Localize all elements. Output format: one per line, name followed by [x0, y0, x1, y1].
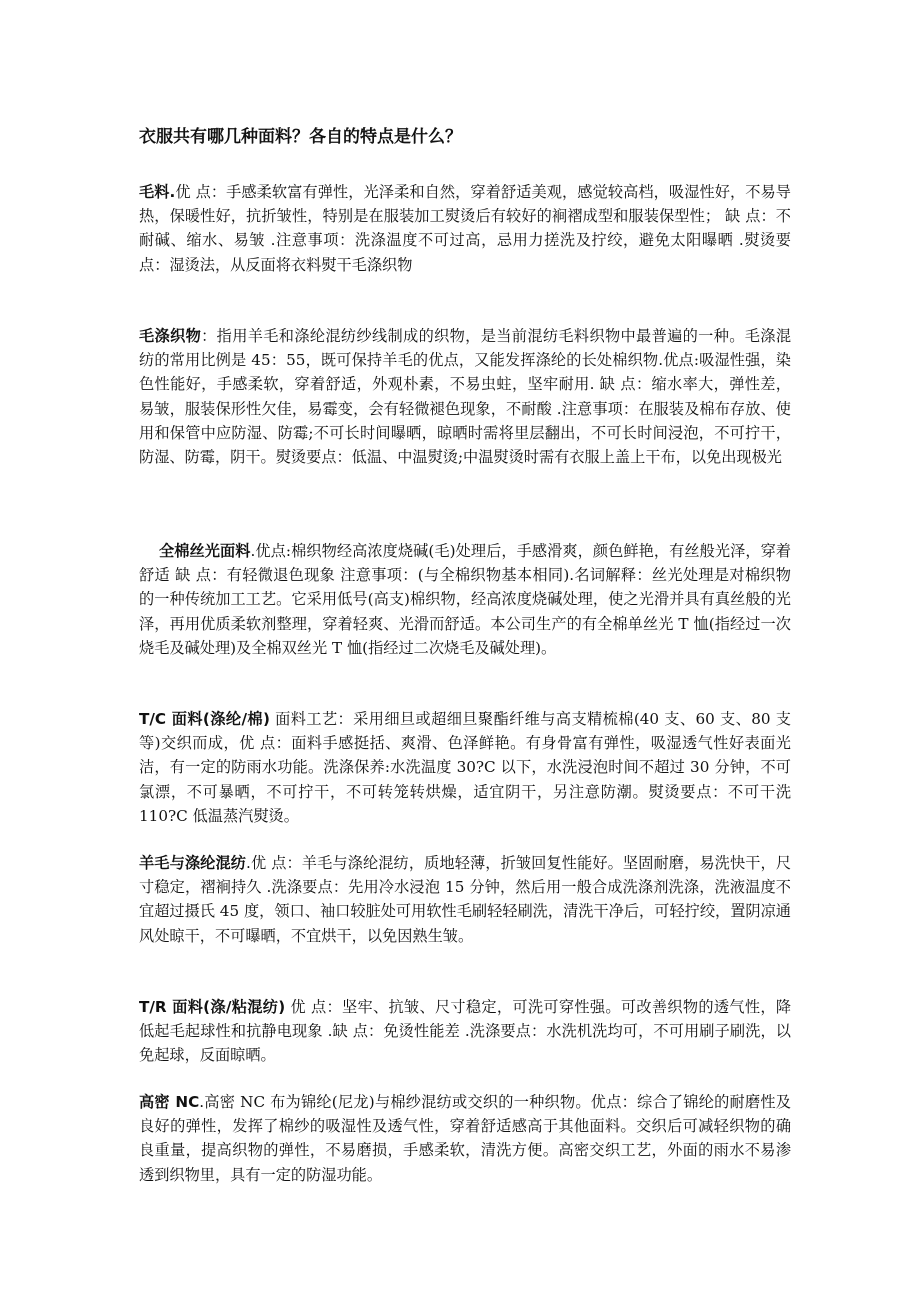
document-title: 衣服共有哪几种面料？各自的特点是什么？: [139, 127, 462, 147]
paragraph-body: .优点:棉织物经高浓度烧碱(毛)处理后，手感滑爽，颜色鲜艳，有丝般光泽，穿着舒适 缺 点：有轻微退色现象 注意事项：(与全棉织物基本相同).名词解释：丝光处理是对棉织物的一种传统加工工艺。它采用低号(高支)棉织物，经高浓度烧碱处理，使之光滑并具有真丝般的光泽，再用优质柔软剂整理，穿着轻爽、光滑而舒适。本公司生产的有全棉单丝光 T 恤(指经过一次烧毛及碱处理)及全棉双丝光 T 恤(指经过二次烧毛及碱处理)。: [139, 542, 792, 657]
paragraph-wool: [139, 180, 791, 277]
paragraph-mercerized-cotton: [139, 539, 791, 660]
paragraph-heading: 高密 NC: [139, 1093, 200, 1111]
paragraph-body: 面料工艺：采用细旦或超细旦聚酯纤维与高支精梳棉(40 支、60 支、80 支等)交织而成，优 点：面料手感挺括、爽滑、色泽鲜艳。有身骨富有弹性，吸湿透气性好表面光洁，有一定的防雨水功能。洗涤保养:水洗温度 30?C 以下，水洗浸泡时间不超过 30 分钟，不可氯漂，不可暴晒，不可拧干，不可转笼转烘燥，适宜阴干，另注意防潮。熨烫要点：不可干洗 110?C 低温蒸汽熨烫。: [139, 710, 791, 825]
paragraph-tr-fabric: [139, 995, 791, 1068]
paragraph-tc-fabric: [139, 707, 791, 828]
paragraph-body: 优 点：坚牢、抗皱、尺寸稳定，可洗可穿性强。可改善织物的透气性，降低起毛起球性和抗静电现象 .缺 点：免烫性能差 .洗涤要点：水洗机洗均可，不可用刷子刷洗，以免起球，反面晾晒。: [139, 998, 792, 1065]
paragraph-high-density-nc: [139, 1090, 791, 1187]
paragraph-body: ：指用羊毛和涤纶混纺纱线制成的织物，是当前混纺毛料织物中最普遍的一种。毛涤混纺的常用比例是 45：55，既可保持羊毛的优点，又能发挥涤纶的长处棉织物.优点:吸湿性强，染色性能好，手感柔软，穿着舒适，外观朴素，不易虫蛀，坚牢耐用. 缺 点：缩水率大，弹性差，易皱，服装保形性欠佳，易霉变，会有轻微褪色现象，不耐酸 .注意事项：在服装及棉布存放、使用和保管中应防湿、防霉;不可长时间曝晒，晾晒时需将里层翻出，不可长时间浸泡，不可拧干，防湿、防霉，阴干。熨烫要点：低温、中温熨烫;中温熨烫时需有衣服上盖上干布，以免出现极光: [139, 327, 792, 467]
paragraph-body: 优 点：手感柔软富有弹性，光泽柔和自然，穿着舒适美观，感觉较高档，吸湿性好，不易导热，保暖性好，抗折皱性，特别是在服装加工熨烫后有较好的裥褶成型和服装保型性； 缺 点：不耐碱、缩水、易皱 .注意事项：洗涤温度不可过高，忌用力搓洗及拧绞，避免太阳曝晒 .熨烫要点：湿烫法，从反面将衣料熨干毛涤织物: [139, 183, 791, 274]
paragraph-heading: T/C 面料(涤纶/棉): [139, 710, 270, 728]
paragraph-wool-polyester-blend: [139, 851, 791, 948]
paragraph-heading: 毛料.: [139, 183, 176, 201]
paragraph-heading: 毛涤织物: [139, 327, 202, 345]
paragraph-heading: 全棉丝光面料: [159, 542, 251, 560]
paragraph-heading: 羊毛与涤纶混纺: [139, 854, 247, 872]
paragraph-body: .高密 NC 布为锦纶(尼龙)与棉纱混纺或交织的一种织物。优点：综合了锦纶的耐磨性及良好的弹性，发挥了棉纱的吸湿性及透气性，穿着舒适感高于其他面料。交织后可减轻织物的确良重量，提高织物的弹性，不易磨损，手感柔软，清洗方便。高密交织工艺，外面的雨水不易渗透到织物里，具有一定的防湿功能。: [139, 1093, 791, 1184]
paragraph-body: .优 点：羊毛与涤纶混纺，质地轻薄，折皱回复性能好。坚固耐磨，易洗快干，尺寸稳定，褶裥持久 .洗涤要点：先用冷水浸泡 15 分钟，然后用一般合成洗涤剂洗涤，洗液温度不宜超过摄氏 45 度，领口、袖口较脏处可用软性毛刷轻轻刷洗，清洗干净后，可轻拧绞，置阴凉通风处晾干，不可曝晒，不宜烘干，以免因熟生皱。: [139, 854, 792, 945]
paragraph-heading: T/R 面料(涤/粘混纺): [139, 998, 286, 1016]
paragraph-wool-polyester: [139, 324, 791, 469]
